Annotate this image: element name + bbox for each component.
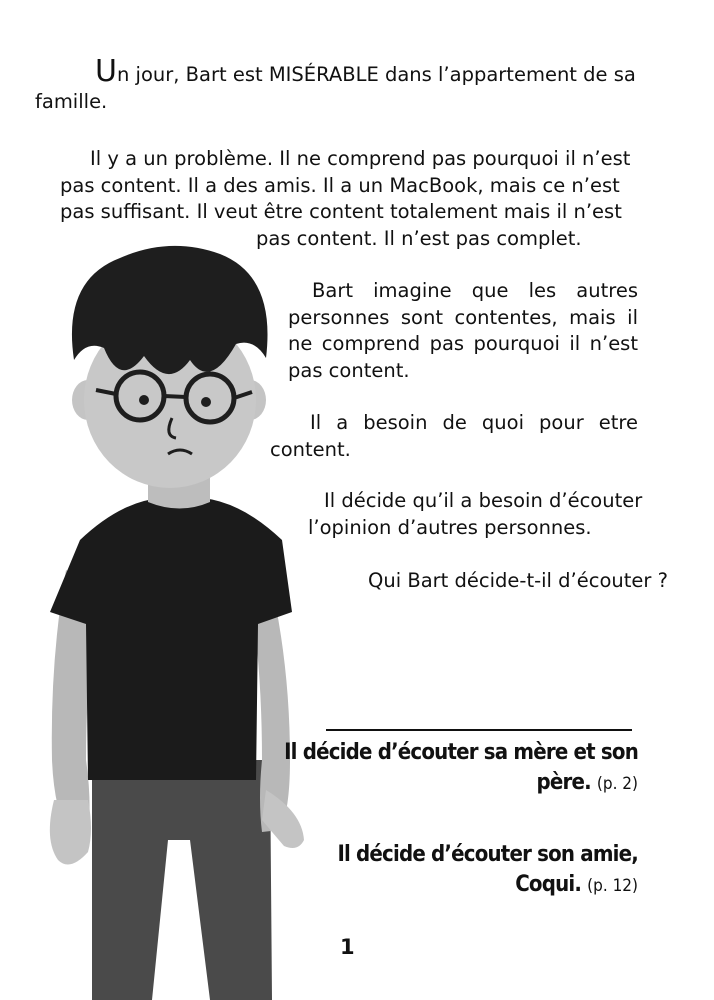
choice-2[interactable] — [337, 840, 638, 901]
choice-1-line-1: Il décide d’écouter sa mère et son — [284, 740, 638, 765]
paragraph-1 — [35, 54, 636, 115]
paragraph-2-line-4: pas content. Il n’est pas complet. — [256, 226, 582, 250]
paragraph-3-line-2: personnes sont contentes, mais il — [288, 305, 638, 329]
paragraph-3 — [288, 278, 638, 384]
paragraph-5-line-1: Il décide qu’il a besoin d’écouter — [324, 489, 643, 512]
choice-2-line-1: Il décide d’écouter son amie, — [337, 842, 638, 867]
paragraph-5-line-2: l’opinion d’autres personnes. — [308, 515, 592, 539]
paragraph-2-line-1: Il y a un problème. Il ne comprend pas pourquoi il n’est — [90, 147, 631, 170]
choice-1-page-ref: (p. 2) — [596, 774, 638, 794]
paragraph-4-line-2: content. — [270, 437, 351, 461]
choice-1-line-2: père. — [536, 770, 591, 795]
choice-2-line-2: Coqui. — [515, 872, 582, 897]
paragraph-2-line-3: pas suffisant. Il veut être content totalement mais il n’est — [60, 200, 622, 223]
paragraph-5 — [308, 488, 643, 541]
paragraph-1-line-2: famille. — [35, 89, 108, 113]
paragraph-3-line-1: Bart imagine que les autres — [312, 279, 638, 302]
paragraph-1-line-1: n jour, Bart est MISÉRABLE dans l’appartement de sa — [116, 63, 636, 86]
bart-illustration — [40, 240, 320, 1000]
question: Qui Bart décide-t-il d’écouter ? — [368, 569, 668, 592]
paragraph-3-line-4: pas content. — [288, 358, 410, 382]
choice-1[interactable] — [284, 738, 638, 799]
paragraph-4 — [270, 410, 638, 463]
page-number: 1 — [340, 935, 355, 959]
drop-cap: U — [95, 54, 117, 89]
paragraph-3-line-3: ne comprend pas pourquoi il n’est — [288, 332, 638, 355]
paragraph-2 — [60, 146, 638, 252]
paragraph-4-line-1: Il a besoin de quoi pour etre — [310, 411, 638, 434]
choice-2-page-ref: (p. 12) — [587, 876, 638, 896]
paragraph-2-line-2: pas content. Il a des amis. Il a un MacBook, mais ce n’est — [60, 173, 620, 197]
answer-divider — [326, 729, 632, 731]
